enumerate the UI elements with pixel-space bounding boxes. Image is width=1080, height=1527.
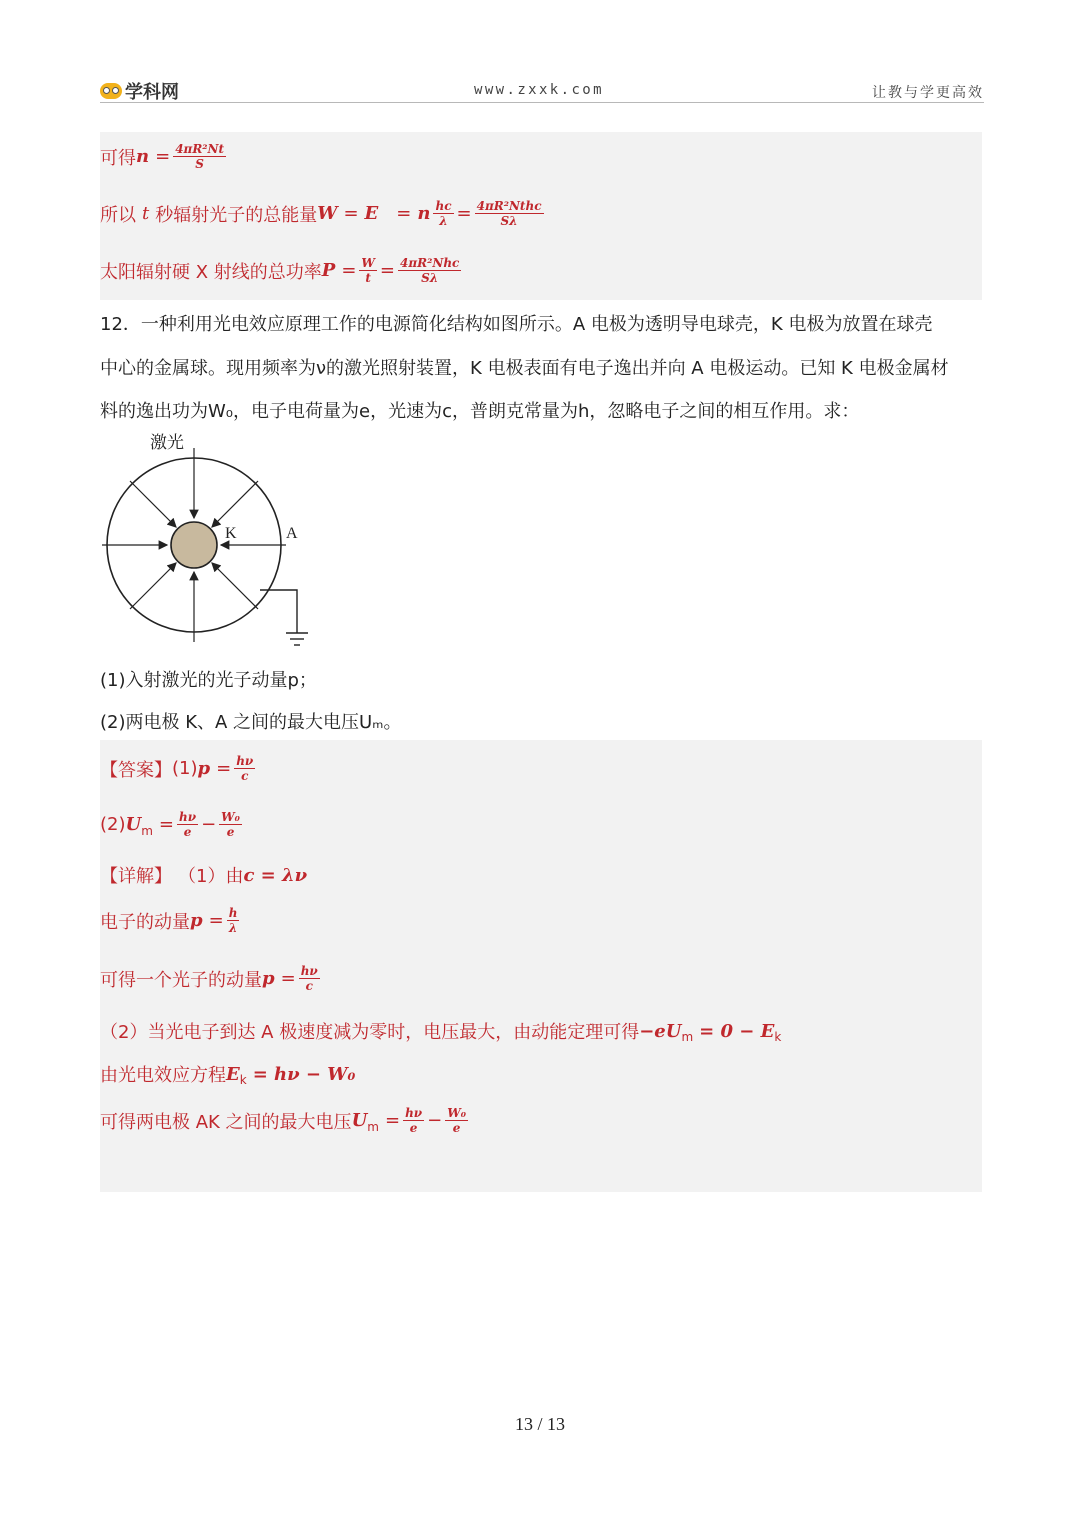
question-text-line-1: 12．一种利用光电效应原理工作的电源简化结构如图所示。A 电极为透明导电球壳，K 电极为放置在球壳 [100, 314, 933, 335]
detail-line-4: （2）当光电子到达 A 极速度减为零时，电压最大，由动能定理可得 −eU m = 0 − E k [100, 1020, 782, 1044]
logo-text: 学科网 [125, 82, 179, 103]
question-text-line-3: 料的逸出功为W₀，电子电荷量为e，光速为c，普朗克常量为h，忽略电子之间的相互作用。求： [100, 401, 860, 422]
detail-line-5: 由光电效应方程 E k = hν − W₀ [100, 1063, 356, 1087]
detail-tag: 【详解】 [100, 866, 172, 887]
sub-question-2: (2)两电极 K、A 之间的最大电压Uₘ。 [100, 712, 402, 733]
detail-line-3: 可得一个光子的动量 p = $\frac{h\nu}{c}$ [100, 964, 318, 993]
site-url: www.zxxk.com [474, 82, 604, 98]
laser-arrow [130, 563, 176, 609]
ground-wire [260, 590, 297, 633]
detail-line-1: 【详解】 （1）由 c = λν [100, 862, 307, 888]
apparatus-diagram [100, 428, 320, 658]
slogan: 让教与学更高效 [872, 85, 984, 101]
ball-electrode-K [171, 522, 217, 568]
solution-line-1: 可得 n = $\frac{\text{4πR²Nt}}{S}$ [100, 142, 225, 171]
label-A: A [286, 525, 298, 542]
detail-line-2: 电子的动量 p = $\frac{h}{\lambda}$ [100, 906, 238, 935]
solution-line-3: 太阳辐射硬 X 射线的总功率 P = $\frac{W}{t}$ = $\frac{\text{4πR²Nhc}}{S\lambda}$ [100, 256, 460, 285]
answer-line-2: (2) U m = $\frac{h\nu}{e}$ − $\frac{\text{W₀}}{e}$ [100, 810, 240, 839]
laser-arrow [130, 481, 176, 527]
label-K: K [225, 525, 237, 542]
logo [100, 78, 179, 104]
detail-line-6: 可得两电极 AK 之间的最大电压 U m = $\frac{h\nu}{e}$ − $\frac{\text{W₀}}{e}$ [100, 1106, 466, 1135]
page-header [100, 72, 984, 103]
sub-question-1: (1)入射激光的光子动量p； [100, 670, 317, 691]
answer-line-1: 【答案】 (1) p = $\frac{h\nu}{c}$ [100, 754, 254, 783]
question-text-line-2: 中心的金属球。现用频率为ν的激光照射装置，K 电极表面有电子逸出并向 A 电极运动。已知 K 电极金属材 [100, 358, 949, 379]
label-laser: 激光 [150, 433, 184, 453]
logo-icon [100, 83, 122, 99]
apparatus-figure [100, 428, 320, 658]
page-number: 13 / 13 [514, 1414, 565, 1434]
laser-arrow [212, 481, 258, 527]
answer-tag: 【答案】 [100, 759, 172, 781]
laser-arrow [212, 563, 258, 609]
solution-line-2: 所以 t 秒辐射光子的总能量 W = E = n $\frac{hc}{\lambda}$ = $\frac{\text{4πR²Nthc}}{S\lambda}$ [100, 199, 542, 228]
